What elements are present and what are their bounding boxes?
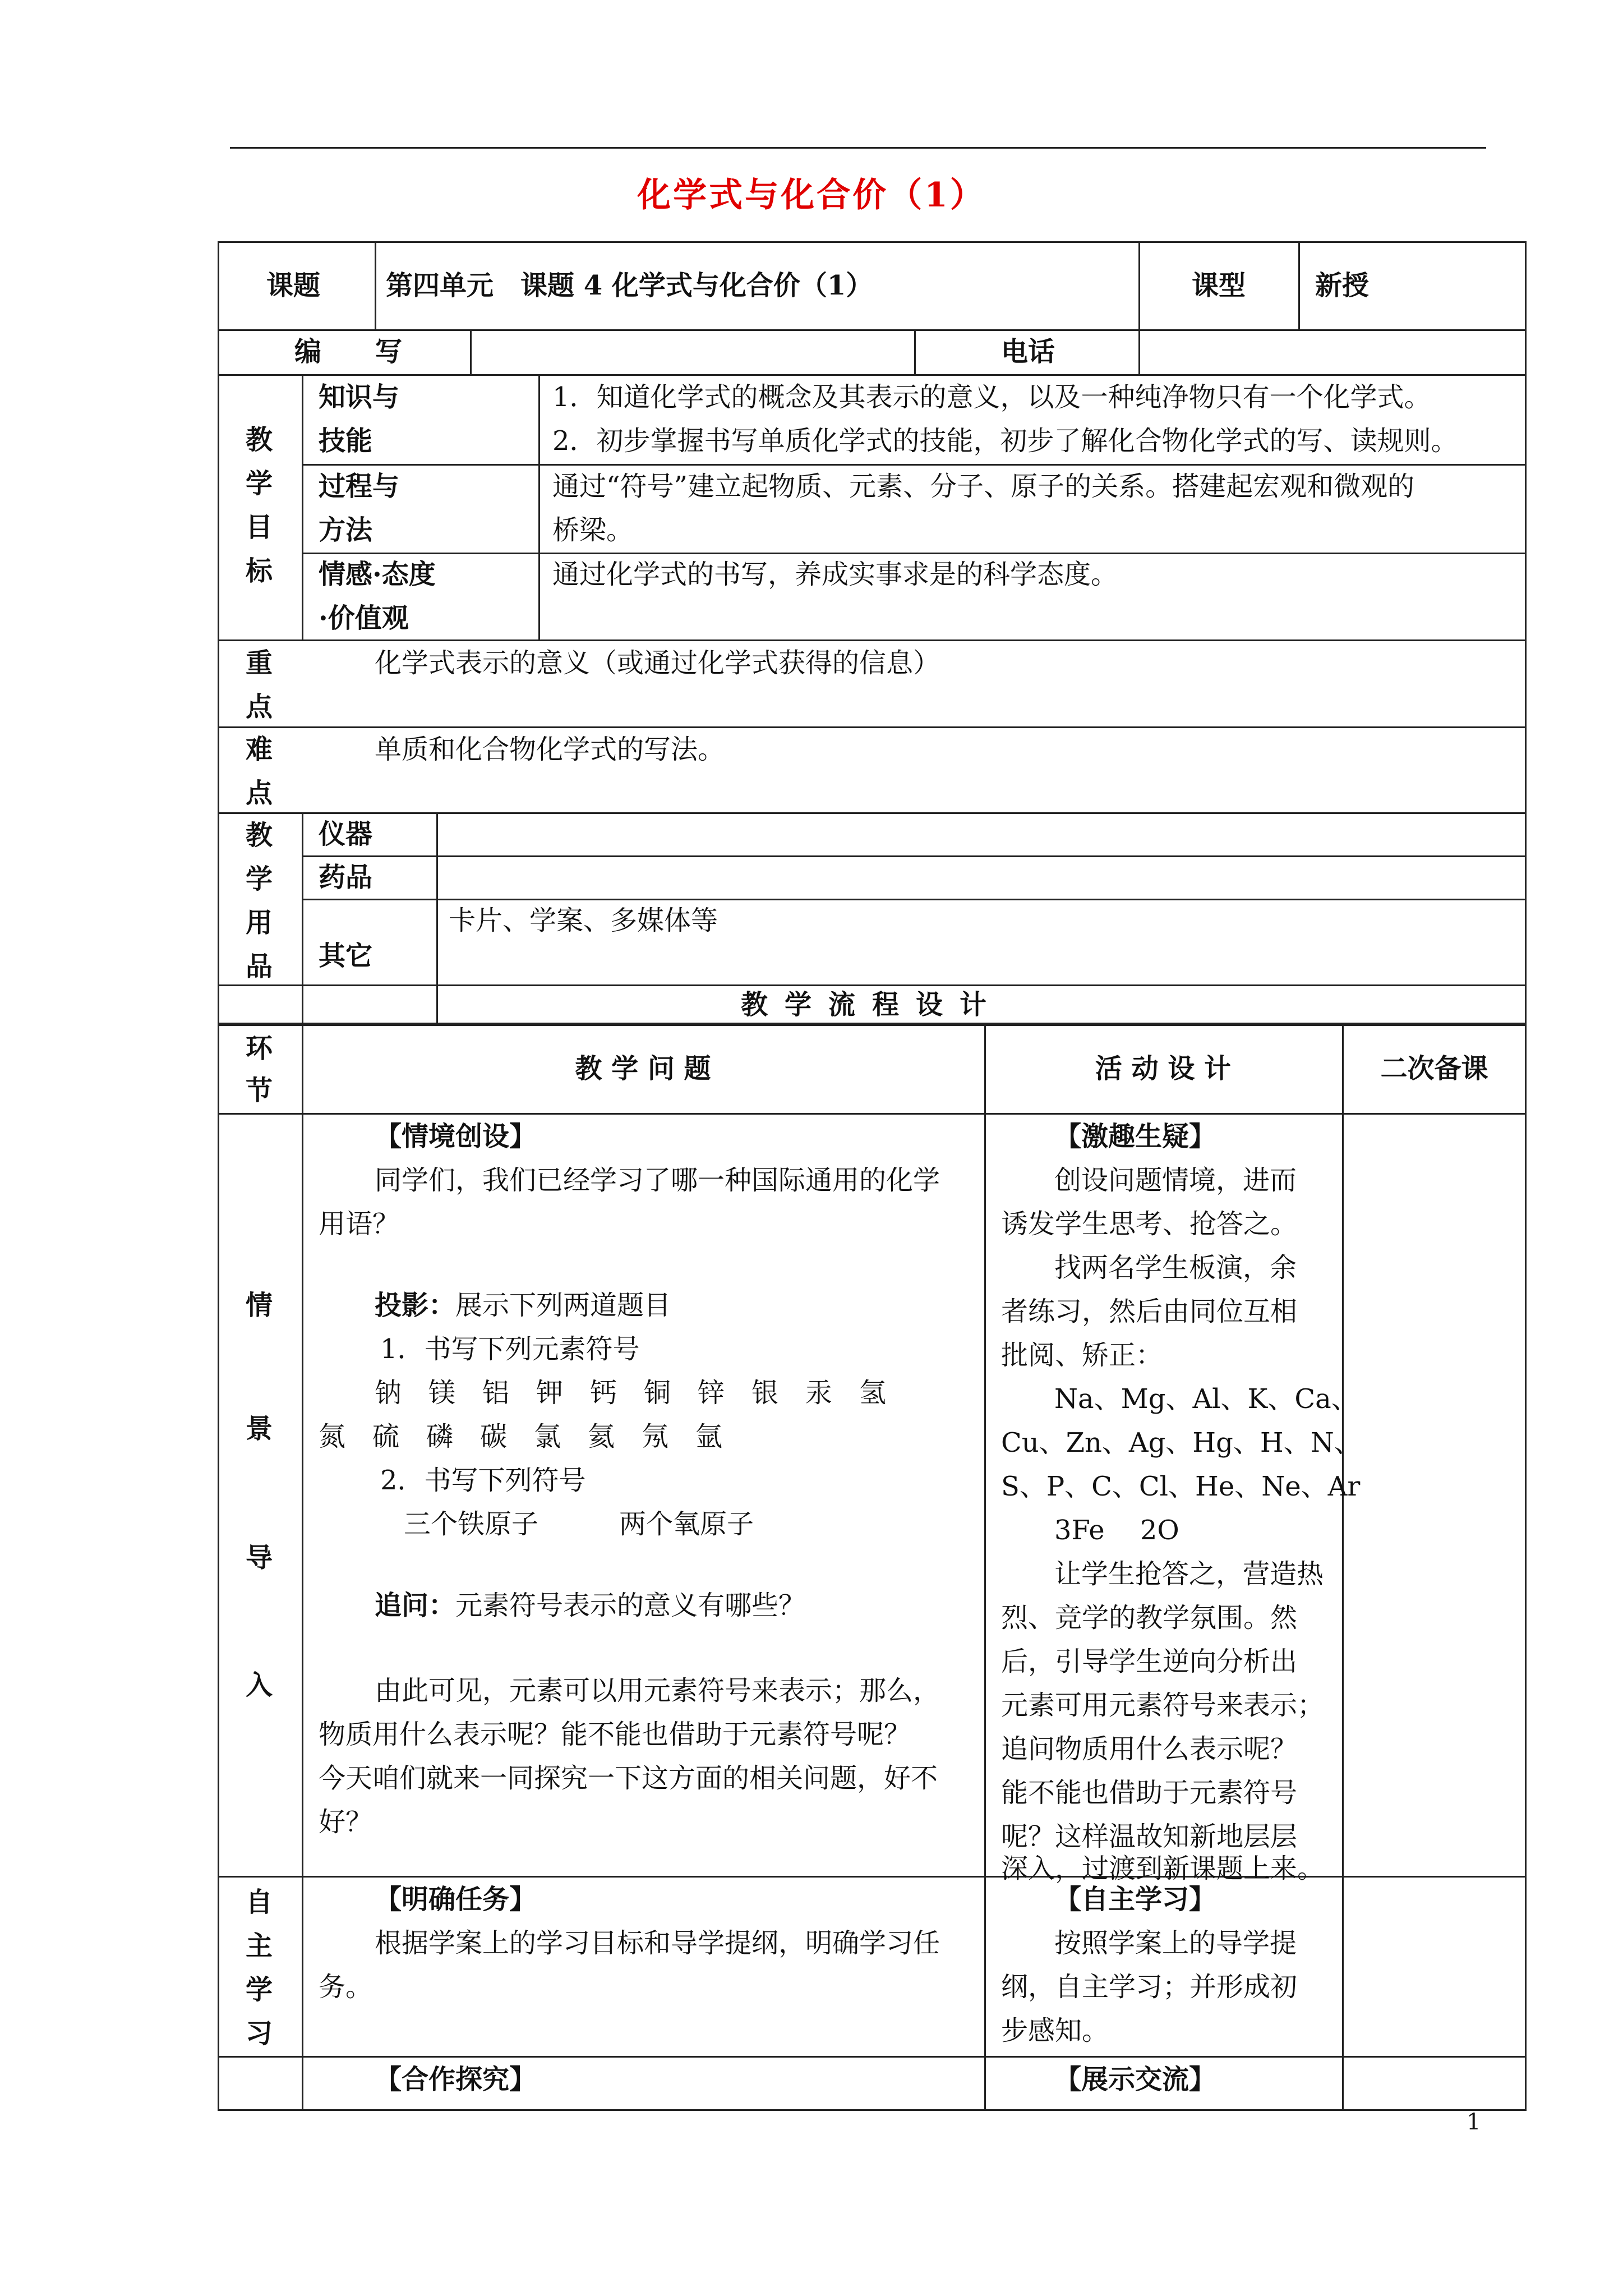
stage1-activity-line: 批阅、矫正：: [1001, 1340, 1163, 1371]
stage1-activity-line: 创设问题情境，进而: [1054, 1165, 1297, 1196]
objective-text: 2．初步掌握书写单质化学式的技能，初步了解化合物化学式的写、读规则。: [552, 425, 1458, 457]
stage1-question-line: 用语？: [319, 1208, 400, 1240]
key-point-label: 点: [246, 691, 273, 723]
stage1-activity-heading: 【激趣生疑】: [1054, 1121, 1216, 1152]
objective-text: 通过化学式的书写，养成实事求是的科学态度。: [552, 559, 1118, 590]
key-point-text: 化学式表示的意义（或通过化学式获得的信息）: [375, 647, 940, 679]
element-names-line: 氮 硫 磷 碳 氯 氦 氖 氩: [319, 1421, 723, 1452]
topic-label: 课题: [266, 270, 321, 301]
objective-label-process: 方法: [319, 514, 373, 546]
objective-label-knowledge: 知识与: [319, 381, 400, 413]
projection-label: 投影：: [375, 1290, 456, 1321]
stage1-question-line: 1．书写下列元素符号: [380, 1333, 640, 1365]
lesson-type-label: 课型: [1192, 270, 1246, 301]
document-title: 化学式与化合价（1）: [637, 176, 986, 215]
stage1-activity-line: 呢？这样温故知新地层层: [1001, 1821, 1298, 1852]
stage1-question-line: 物质用什么表示呢？能不能也借助于元素符号呢？: [319, 1719, 911, 1750]
element-symbols-line: Na、Mg、Al、K、Ca、: [1054, 1383, 1358, 1415]
header-rule: [230, 147, 1486, 149]
stage2-question-line: 务。: [319, 1971, 373, 2003]
stage1-question-line: 展示下列两道题目: [455, 1290, 671, 1321]
stage1-question-line: 由此可见，元素可以用元素符号来表示；那么，: [375, 1675, 940, 1706]
stage1-activity-line: 烈、竞学的教学氛围。然: [1001, 1602, 1298, 1634]
objective-text: 桥梁。: [552, 514, 634, 546]
stage1-activity-line: 找两名学生板演，余: [1054, 1252, 1297, 1283]
stage1-question-line: 元素符号表示的意义有哪些？: [455, 1590, 806, 1621]
objective-label-attitude: 情感·态度: [319, 559, 436, 590]
followup-label: 追问：: [375, 1590, 456, 1621]
stage1-question-line: 今天咱们就来一同探究一下这方面的相关问题，好不: [319, 1763, 938, 1794]
stage1-question-line: 2．书写下列符号: [380, 1465, 586, 1496]
col-notes-header: 二次备课: [1380, 1053, 1488, 1084]
phone-label: 电话: [1001, 336, 1055, 367]
element-symbols-line: S、P、C、Cl、He、Ne、Ar: [1001, 1471, 1361, 1502]
stage1-question-line: 同学们，我们已经学习了哪一种国际通用的化学: [375, 1165, 940, 1196]
stage1-activity-line: 元素可用元素符号来表示；: [1001, 1690, 1325, 1721]
objective-text: 1．知道化学式的概念及其表示的意义，以及一种纯净物只有一个化学式。: [552, 381, 1431, 413]
stage1-activity-line: 后，引导学生逆向分析出: [1001, 1646, 1298, 1677]
stage1-activity-line: 诱发学生思考、抢答之。: [1001, 1208, 1298, 1240]
stage1-activity-line: 深入，过渡到新课题上来。: [1001, 1853, 1325, 1884]
stage1-question-line: 好？: [319, 1806, 373, 1838]
stage1-activity-line: 者练习，然后由同位互相: [1001, 1296, 1298, 1327]
materials-label-other: 其它: [319, 940, 373, 972]
flow-title: 教学流程设计: [740, 989, 1003, 1020]
key-point-label: 重: [246, 647, 273, 679]
col-activities-header: 活 动 设 计: [1095, 1053, 1232, 1084]
difficult-point-label: 难: [246, 734, 273, 765]
answer-symbols-line: 3Fe 2O: [1054, 1515, 1179, 1546]
topic-value: 第四单元 课题 4 化学式与化合价（1）: [386, 270, 873, 301]
stage1-question-heading: 【情境创设】: [375, 1121, 537, 1152]
stage2-activity-line: 按照学案上的导学提: [1054, 1927, 1297, 1959]
difficult-point-label: 点: [246, 777, 273, 809]
stage2-question-heading: 【明确任务】: [375, 1884, 537, 1915]
stage2-activity-line: 纲，自主学习；并形成初: [1001, 1971, 1298, 2003]
objective-label-knowledge: 技能: [319, 425, 373, 457]
page-number: 1: [1467, 2109, 1481, 2135]
materials-label-reagents: 药品: [319, 862, 373, 893]
objective-label-attitude: ·价值观: [319, 602, 409, 634]
lesson-info-table: [218, 241, 1527, 1024]
difficult-point-text: 单质和化合物化学式的写法。: [375, 734, 725, 765]
lesson-type-value: 新授: [1315, 270, 1370, 301]
stage3-question-heading: 【合作探究】: [375, 2064, 537, 2095]
col-stage-header: 节: [246, 1075, 273, 1106]
stage1-activity-line: 让学生抢答之，营造热: [1054, 1558, 1324, 1590]
author-label: 编 写: [294, 336, 403, 367]
materials-label-instruments: 仪器: [319, 818, 373, 850]
stage1-activity-line: 追问物质用什么表示呢？: [1001, 1733, 1298, 1765]
stage2-activity-heading: 【自主学习】: [1054, 1884, 1216, 1915]
objective-text: 通过“符号”建立起物质、元素、分子、原子的关系。搭建起宏观和微观的: [552, 471, 1415, 502]
stage1-question-line: 三个铁原子 两个氧原子: [404, 1508, 754, 1540]
stage3-activity-heading: 【展示交流】: [1054, 2064, 1216, 2095]
col-stage-header: 环: [246, 1033, 273, 1064]
stage2-activity-line: 步感知。: [1001, 2015, 1109, 2046]
materials-value-other: 卡片、学案、多媒体等: [449, 905, 718, 936]
stage1-activity-line: 能不能也借助于元素符号: [1001, 1777, 1298, 1809]
element-symbols-line: Cu、Zn、Ag、Hg、H、N、: [1001, 1427, 1361, 1458]
col-questions-header: 教 学 问 题: [575, 1053, 711, 1084]
element-names-line: 钠 镁 铝 钾 钙 铜 锌 银 汞 氢: [375, 1377, 887, 1409]
stage2-question-line: 根据学案上的学习目标和导学提纲，明确学习任: [375, 1927, 940, 1959]
objective-label-process: 过程与: [319, 471, 400, 502]
